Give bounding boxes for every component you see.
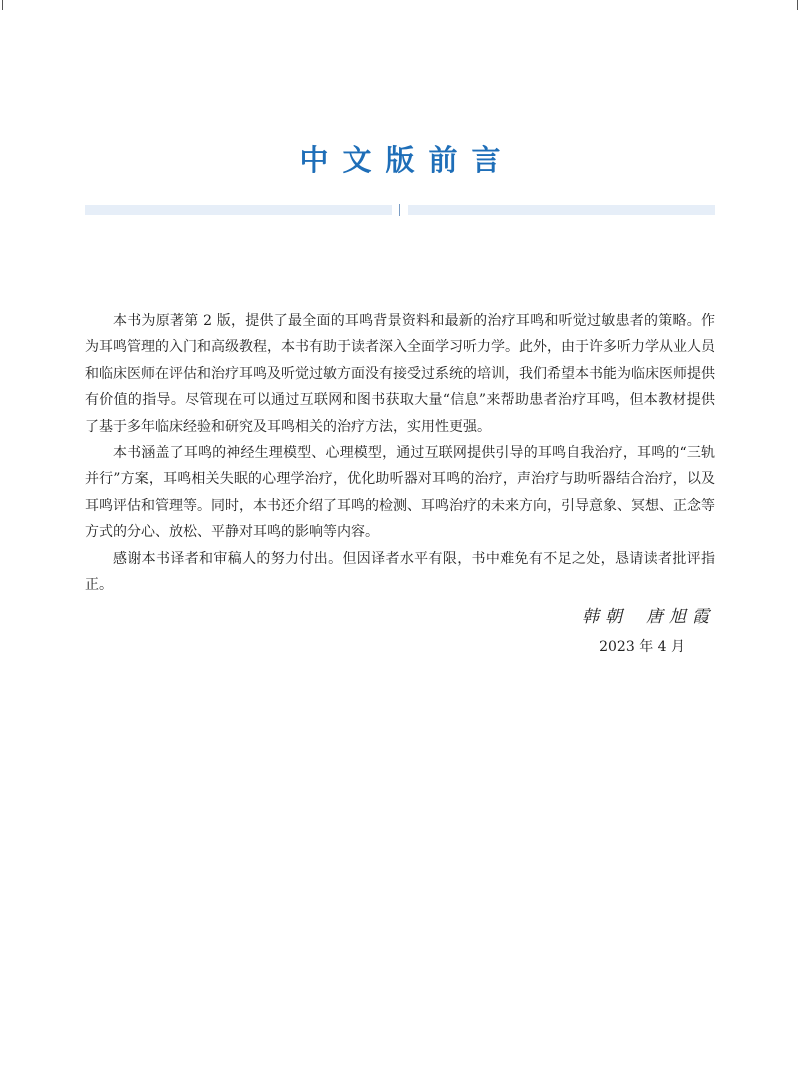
signature — [564, 604, 715, 630]
title-rule-divider — [399, 204, 400, 216]
signature-name-1: 韩朝 — [582, 607, 628, 627]
preface-body — [85, 308, 715, 598]
title-rule-left — [85, 205, 392, 215]
paragraph-3: 感谢本书译者和审稿人的努力付出。但因译者水平有限，书中难免有不足之处，恳请读者批评指正。 — [85, 550, 715, 594]
crop-mark-top-right — [797, 0, 798, 10]
date: 2023 年 4 月 — [599, 639, 685, 655]
signature-name-2: 唐旭霞 — [646, 607, 715, 627]
crop-mark-top-left — [2, 0, 3, 10]
title-rule-right — [408, 205, 715, 215]
page-title: 中文版前言 — [299, 143, 515, 177]
paragraph-1: 本书为原著第 2 版，提供了最全面的耳鸣背景资料和最新的治疗耳鸣和听觉过敏患者的策略。作为耳鸣管理的入门和高级教程，本书有助于读者深入全面学习听力学。此外，由于许多听力学从业人员和临床医师在评估和治疗耳鸣及听觉过敏方面没有接受过系统的培训，我们希望本书能为临床医师提供有价值的指导。尽管现在可以通过互联网和图书获取大量“信息”来帮助患者治疗耳鸣，但本教材提供了基于多年临床经验和研究及耳鸣相关的治疗方法，实用性更强。 — [85, 313, 715, 435]
paragraph-2: 本书涵盖了耳鸣的神经生理模型、心理模型，通过互联网提供引导的耳鸣自我治疗，耳鸣的“三轨并行”方案，耳鸣相关失眠的心理学治疗，优化助听器对耳鸣的治疗，声治疗与助听器结合治疗，以及耳鸣评估和管理等。同时，本书还介绍了耳鸣的检测、耳鸣治疗的未来方向，引导意象、冥想、正念等方式的分心、放松、平静对耳鸣的影响等内容。 — [85, 445, 715, 541]
